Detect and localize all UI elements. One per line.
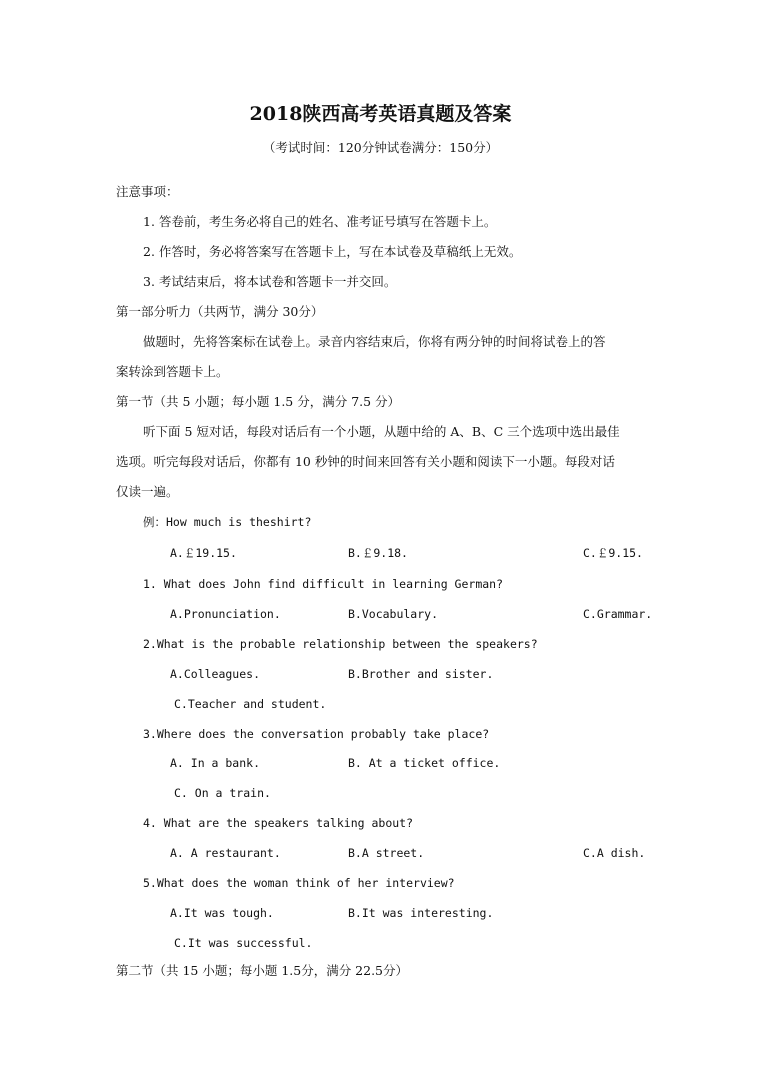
option-b: B.￡9.18. bbox=[348, 546, 408, 560]
option-c: C.A dish. bbox=[583, 846, 646, 860]
notice-item: 3. 考试结束后，将本试卷和答题卡一并交回。 bbox=[143, 274, 397, 289]
question-text: 4. What are the speakers talking about? bbox=[143, 816, 414, 830]
question-text: 5.What does the woman think of her interview? bbox=[143, 876, 455, 890]
part1-instruction: 做题时，先将答案标在试卷上。录音内容结束后，你将有两分钟的时间将试卷上的答 bbox=[143, 334, 606, 349]
part1-heading: 第一部分听力（共两节，满分 30分） bbox=[116, 304, 324, 319]
section2-heading: 第二节（共 15 小题；每小题 1.5分，满分 22.5分） bbox=[116, 963, 409, 978]
notice-item: 1. 答卷前，考生务必将自己的姓名、准考证号填写在答题卡上。 bbox=[143, 214, 497, 229]
option-a: A. A restaurant. bbox=[170, 846, 281, 860]
option-a: A.It was tough. bbox=[170, 906, 274, 920]
option-c: C.Grammar. bbox=[583, 607, 653, 621]
option-a: A.Pronunciation. bbox=[170, 607, 281, 621]
option-c: C.￡9.15. bbox=[583, 546, 643, 560]
notice-item: 2. 作答时，务必将答案写在答题卡上，写在本试卷及草稿纸上无效。 bbox=[143, 244, 522, 259]
section1-instruction: 听下面 5 短对话，每段对话后有一个小题，从题中给的 A、B、C 三个选项中选出最佳 bbox=[143, 424, 620, 439]
part1-instruction: 案转涂到答题卡上。 bbox=[116, 364, 229, 379]
option-a: A.￡19.15. bbox=[170, 546, 237, 560]
option-a: A. In a bank. bbox=[170, 756, 261, 770]
notice-heading: 注意事项： bbox=[116, 184, 179, 199]
option-c: C. On a train. bbox=[174, 786, 271, 800]
section1-instruction: 仅读一遍。 bbox=[116, 484, 179, 499]
exam-time-info: （考试时间：120分钟试卷满分：150分） bbox=[262, 140, 499, 155]
option-b: B.It was interesting. bbox=[348, 906, 494, 920]
section1-heading: 第一节（共 5 小题；每小题 1.5 分，满分 7.5 分） bbox=[116, 394, 401, 409]
example-question: 例：How much is theshirt? bbox=[143, 515, 312, 529]
option-b: B. At a ticket office. bbox=[348, 756, 501, 770]
option-b: B.A street. bbox=[348, 846, 425, 860]
option-b: B.Brother and sister. bbox=[348, 667, 494, 681]
option-c: C.It was successful. bbox=[174, 936, 313, 950]
option-c: C.Teacher and student. bbox=[174, 697, 327, 711]
question-text: 2.What is the probable relationship between the speakers? bbox=[143, 637, 538, 651]
question-text: 3.Where does the conversation probably take place? bbox=[143, 727, 490, 741]
question-text: 1. What does John find difficult in learning German? bbox=[143, 577, 504, 591]
option-b: B.Vocabulary. bbox=[348, 607, 439, 621]
option-a: A.Colleagues. bbox=[170, 667, 261, 681]
page-title: 2018陕西高考英语真题及答案 bbox=[249, 103, 512, 125]
section1-instruction: 选项。听完每段对话后，你都有 10 秒钟的时间来回答有关小题和阅读下一小题。每段对话 bbox=[116, 454, 615, 469]
